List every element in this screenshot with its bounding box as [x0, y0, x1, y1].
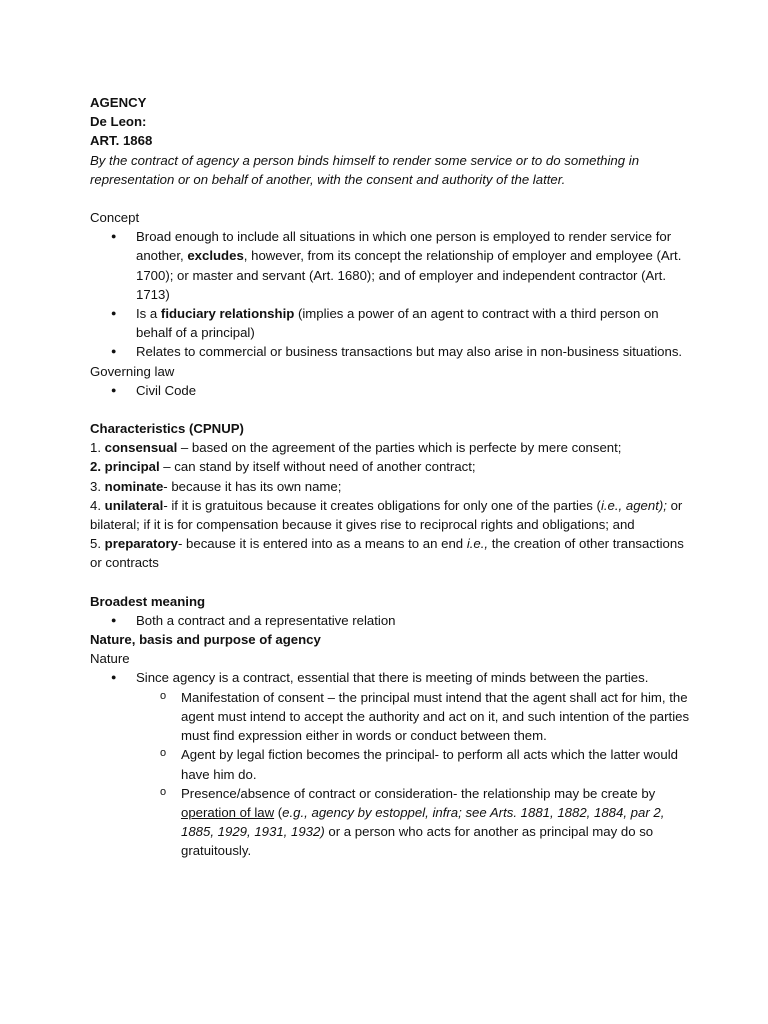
author-line: De Leon:	[90, 114, 147, 130]
characteristic-2	[90, 457, 690, 476]
text-run: 5.	[90, 536, 105, 552]
text-run-bold: consensual	[104, 440, 178, 456]
characteristics-heading: Characteristics (CPNUP)	[90, 421, 244, 437]
text-run-bold: preparatory	[104, 536, 178, 552]
spacer	[90, 573, 690, 592]
text-run: - if it is gratuitous because it creates obligations for only one of the parties (	[163, 497, 601, 513]
document-body	[90, 93, 690, 861]
text-run-bold: nominate	[104, 478, 164, 494]
characteristic-4	[90, 496, 690, 534]
nature-heading: Nature, basis and purpose of agency	[90, 632, 321, 648]
text-run-bold: excludes	[187, 248, 244, 264]
text-run: or bilateral; if it is for compensation because it gives rise to reciprocal rights and obligations; and	[90, 497, 683, 533]
spacer	[90, 400, 690, 419]
text-run: Presence/absence of contract or consideration- the relationship may be create by	[181, 785, 656, 801]
concept-heading: Concept	[90, 210, 140, 226]
text-run-italic: i.e.,	[466, 536, 489, 552]
text-run: Is a	[136, 306, 161, 322]
text-run-bold: fiduciary relationship	[160, 306, 295, 322]
text-run: 4.	[90, 497, 105, 513]
concept-bullet-2	[90, 304, 690, 342]
nature-subheading: Nature	[90, 651, 130, 667]
text-run: – based on the agreement of the parties which is perfecte by mere consent;	[177, 440, 622, 456]
characteristic-3	[90, 477, 690, 496]
broadest-meaning-bullet-1: ● Both a contract and a representative relation	[90, 611, 690, 630]
text-run: (	[274, 804, 283, 820]
text-run: 3.	[90, 478, 105, 494]
concept-bullet-3: ● Relates to commercial or business transactions but may also arise in non-business situations.	[90, 342, 690, 361]
text-run: , however, from its concept the relationship of employer and employee (Art. 1700); or master and servant (Art. 1680); and of employer and independent contractor (Art. 1713)	[136, 248, 682, 302]
nature-sub-bullet-1: o Manifestation of consent – the principal must intend that the agent shall act for him, the agent must intend to accept the authority and act on it, and such intention of the parties must find expression either in words or conduct between them.	[90, 688, 690, 746]
doc-title: AGENCY	[90, 95, 147, 110]
text-run-bold: unilateral	[104, 497, 164, 513]
nature-bullet-1: ● Since agency is a contract, essential that there is meeting of minds between the parties.	[90, 668, 690, 687]
governing-law-heading: Governing law	[90, 363, 175, 379]
text-run: 1.	[90, 440, 105, 456]
text-run: Broad enough to include all situations in which one person is employed to render service for another,	[136, 229, 672, 264]
concept-bullet-1	[90, 227, 690, 304]
spacer	[90, 189, 690, 208]
text-run-underline: operation of law	[181, 804, 275, 820]
article-number: ART. 1868	[90, 133, 153, 149]
text-run: the creation of other transactions or contracts	[90, 536, 684, 571]
article-definition: By the contract of agency a person binds himself to render some service or to do something in representation or on behalf of another, with the consent and authority of the latter.	[90, 152, 640, 187]
characteristic-1	[90, 438, 690, 457]
text-run: or a person who acts for another as principal may do so gratuitously.	[181, 824, 654, 859]
nature-sub-bullet-3	[90, 784, 690, 861]
broadest-meaning-heading: Broadest meaning	[90, 593, 206, 609]
characteristic-5	[90, 534, 690, 572]
text-run: (implies a power of an agent to contract with a third person on behalf of a principal)	[136, 306, 659, 341]
nature-sub-bullet-2: o Agent by legal fiction becomes the principal- to perform all acts which the latter would have him do.	[90, 745, 690, 783]
text-run-bold: 2. principal	[90, 459, 160, 475]
text-run-italic: e.g., agency by estoppel, infra; see Arts. 1881, 1882, 1884, par 2, 1885, 1929, 1931, 1932)	[181, 804, 665, 840]
text-run: - because it is entered into as a means to an end	[177, 536, 467, 552]
text-run-italic: i.e., agent);	[600, 497, 667, 513]
text-run: - because it has its own name;	[163, 478, 342, 494]
text-run: – can stand by itself without need of another contract;	[159, 459, 476, 475]
governing-law-bullet-1: ● Civil Code	[90, 381, 690, 400]
